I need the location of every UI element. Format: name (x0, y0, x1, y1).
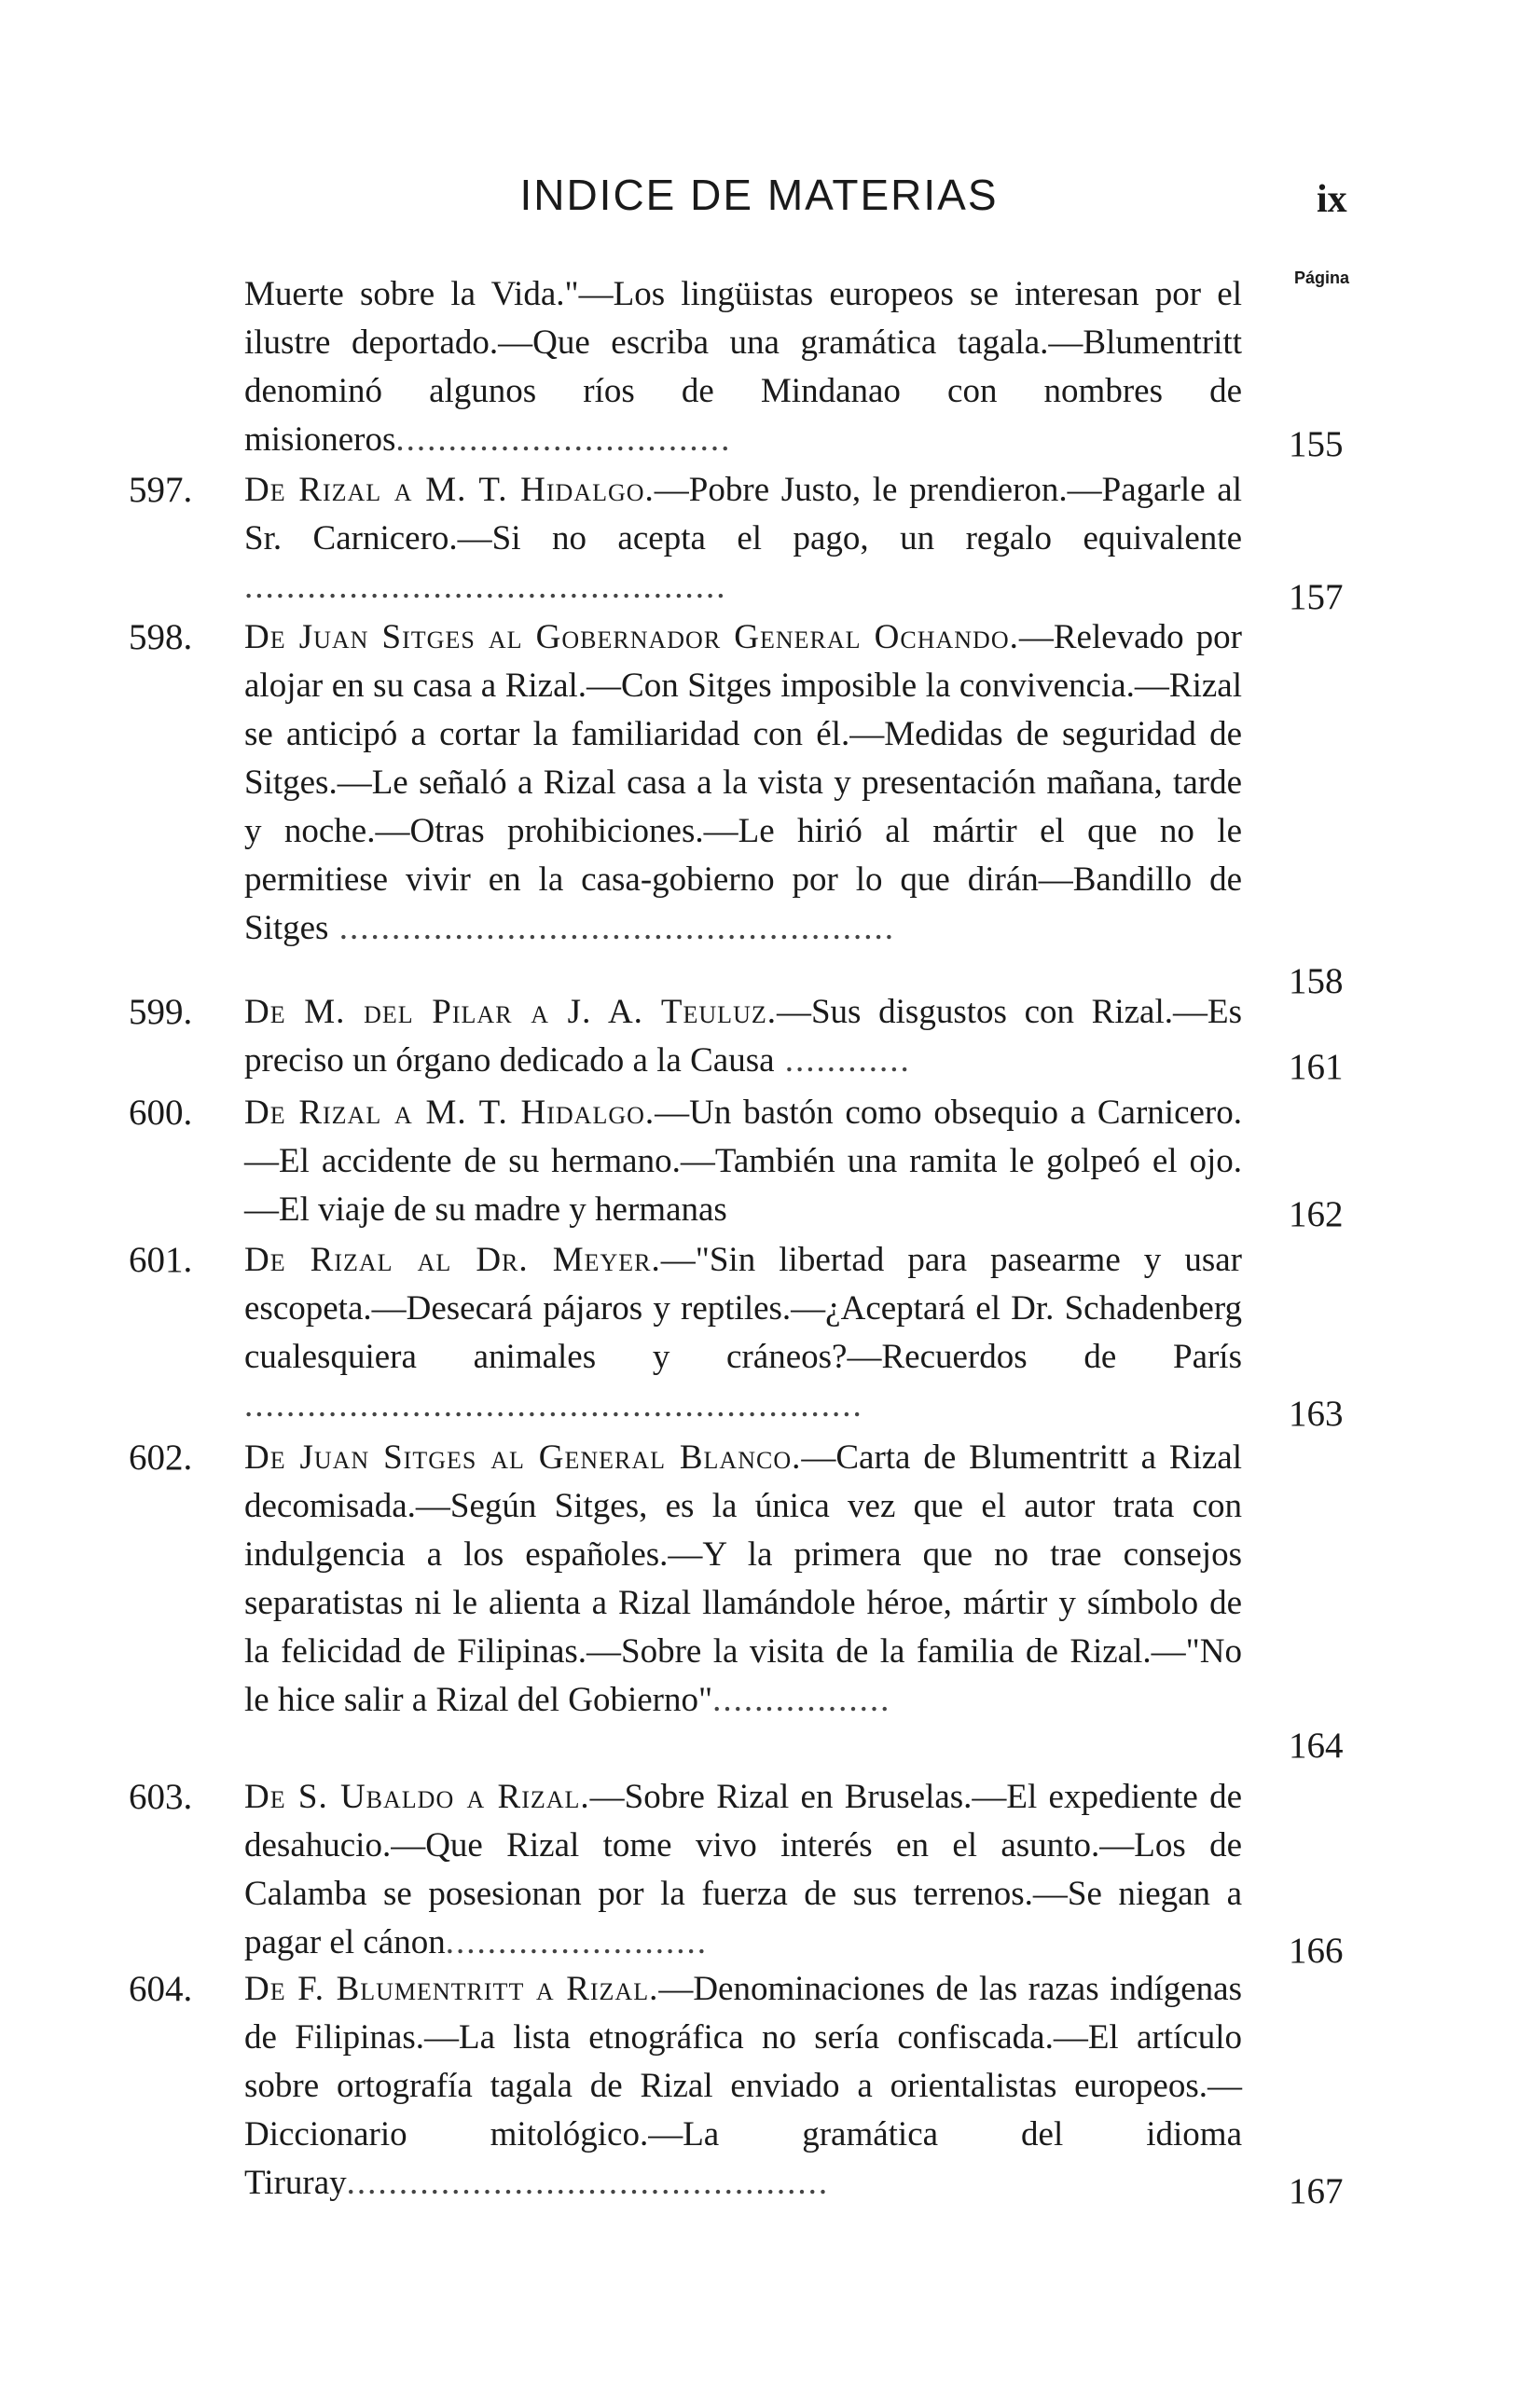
entry-heading: De Rizal al Dr. Meyer. (244, 1241, 661, 1279)
entry-text: De Rizal a M. T. Hidalgo.—Pobre Justo, le prendieron.—Pagarle al Sr. Carnicero.—Si no acepta el pago, un regalo equivalente .............................................. (244, 471, 1242, 606)
entry-number: 597. (129, 470, 193, 510)
page-title: INDICE DE MATERIAS (519, 171, 999, 219)
entry-number: 600. (129, 1093, 193, 1133)
entry-text (244, 1089, 1242, 1234)
entry-description: Muerte sobre la Vida."—Los lingüistas europeos se interesan por el ilustre deportado.—Que escriba una gramática tagala.—Blumentritt denominó algunos ríos de Mindanao con nombres de misioneros (244, 275, 1242, 459)
entry-description: —Pobre Justo, le prendieron.—Pagarle al Sr. Carnicero.—Si no acepta el pago, un regalo equivalente (244, 471, 1242, 557)
entry-description: —Un bastón como obsequio a Carnicero.—El accidente de su hermano.—También una ramita le golpeó el ojo.—El viaje de su madre y hermanas (244, 1094, 1242, 1229)
entry-text: De Juan Sitges al Gobernador General Ochando.—Relevado por alojar en su casa a Rizal.—Con Sitges imposible la convivencia.—Rizal se anticipó a cortar la familiaridad con él.—Medidas de seguridad de Sitges.—Le señaló a Rizal casa a la vista y presentación mañana, tarde y noche.—Otras prohibiciones.—Le hirió al mártir el que no le permitiese vivir en la casa-gobierno por lo que dirán—Bandillo de Sitges ..................................................... (244, 618, 1242, 947)
entry-heading: De M. del Pilar a J. A. Teuluz. (244, 993, 777, 1031)
entry-heading: De F. Blumentritt a Rizal. (244, 1970, 659, 2008)
entry-description: —Carta de Blumentritt a Rizal decomisada.—Según Sitges, es la única vez que el autor trata con indulgencia a los españoles.—Y la primera que no trae consejos separatistas ni le alienta a Rizal llamándole héroe, mártir y símbolo de la felicidad de Filipinas.—Sobre la visita de la familia de Rizal.—"No le hice salir a Rizal del Gobierno" (244, 1438, 1242, 1719)
entry-page: 162 (1289, 1194, 1344, 1234)
entry-text: De S. Ubaldo a Rizal.—Sobre Rizal en Bruselas.—El expediente de desahucio.—Que Rizal tome vivo interés en el asunto.—Los de Calamba se posesionan por la fuerza de sus terrenos.—Se niegan a pagar el cánon......................... (244, 1778, 1242, 1961)
entry-number: 603. (129, 1777, 193, 1817)
entry-description: —Denominaciones de las razas indígenas de Filipinas.—La lista etnográfica no sería confiscada.—El artículo sobre ortografía tagala de Rizal enviado a orientalistas europeos.—Diccionario mitológico.—La gramática del idioma Tiruray (244, 1970, 1242, 2202)
entry-number: 599. (129, 992, 193, 1032)
entry-page: 164 (1289, 1726, 1344, 1766)
entry-number: 598. (129, 617, 193, 657)
entry-text: De Rizal al Dr. Meyer.—"Sin libertad para pasearme y usar escopeta.—Desecará pájaros y reptiles.—¿Aceptará el Dr. Schadenberg cualesquiera animales y cráneos?—Recuerdos de París ........................................................... (244, 1241, 1243, 1424)
entry-number: 604. (129, 1969, 193, 2009)
entry-description: —Sus disgustos con Rizal.—Es preciso un órgano dedicado a la Causa (244, 993, 1242, 1080)
entry-text: De Juan Sitges al General Blanco.—Carta de Blumentritt a Rizal decomisada.—Según Sitges, es la única vez que el autor trata con indulgencia a los españoles.—Y la primera que no trae consejos separatistas ni le alienta a Rizal llamándole héroe, mártir y símbolo de la felicidad de Filipinas.—Sobre la visita de la familia de Rizal.—"No le hice salir a Rizal del Gobierno"................. (244, 1438, 1242, 1719)
entry-page: 161 (1289, 1047, 1344, 1087)
entry-text: De F. Blumentritt a Rizal.—Denominaciones de las razas indígenas de Filipinas.—La lista etnográfica no sería confiscada.—El artículo sobre ortografía tagala de Rizal enviado a orientalistas europeos.—Diccionario mitológico.—La gramática del idioma Tiruray.............................................. (244, 1970, 1242, 2202)
entry-page: 155 (1289, 424, 1344, 464)
entry-text: De M. del Pilar a J. A. Teuluz.—Sus disgustos con Rizal.—Es preciso un órgano dedicado a la Causa ............ (244, 993, 1242, 1080)
entry-heading: De Juan Sitges al Gobernador General Ochando. (244, 618, 1019, 656)
entry-page: 167 (1289, 2171, 1344, 2211)
entry-number: 602. (129, 1438, 193, 1478)
entry-heading: De Rizal a M. T. Hidalgo. (244, 471, 655, 509)
entry-number: 601. (129, 1240, 193, 1280)
entry-heading: De Juan Sitges al General Blanco. (244, 1438, 802, 1477)
entry-description: —Relevado por alojar en su casa a Rizal.—Con Sitges imposible la convivencia.—Rizal se anticipó a cortar la familiaridad con él.—Medidas de seguridad de Sitges.—Le señaló a Rizal casa a la vista y presentación mañana, tarde y noche.—Otras prohibiciones.—Le hirió al mártir el que no le permitiese vivir en la casa-gobierno por lo que dirán—Bandillo de Sitges (244, 618, 1242, 947)
entry-description: —Sobre Rizal en Bruselas.—El expediente de desahucio.—Que Rizal tome vivo interés en el asunto.—Los de Calamba se posesionan por la fuerza de sus terrenos.—Se niegan a pagar el cánon (244, 1778, 1242, 1961)
entry-page: 158 (1289, 961, 1344, 1001)
entry-page: 166 (1289, 1931, 1344, 1971)
entry-text: Muerte sobre la Vida."—Los lingüistas europeos se interesan por el ilustre deportado.—Que escriba una gramática tagala.—Blumentritt denominó algunos ríos de Mindanao con nombres de misioneros................................ (244, 275, 1242, 459)
entry-page: 157 (1289, 577, 1344, 617)
entry-heading: De Rizal a M. T. Hidalgo. (244, 1094, 656, 1132)
entry-heading: De S. Ubaldo a Rizal. (244, 1778, 590, 1816)
entry-description: —"Sin libertad para pasearme y usar escopeta.—Desecará pájaros y reptiles.—¿Aceptará el Dr. Schadenberg cualesquiera animales y cráneos?—Recuerdos de París (244, 1241, 1243, 1376)
page-column-label: Página (1294, 268, 1350, 287)
entry-page: 163 (1289, 1394, 1344, 1434)
page-number: ix (1317, 178, 1347, 221)
